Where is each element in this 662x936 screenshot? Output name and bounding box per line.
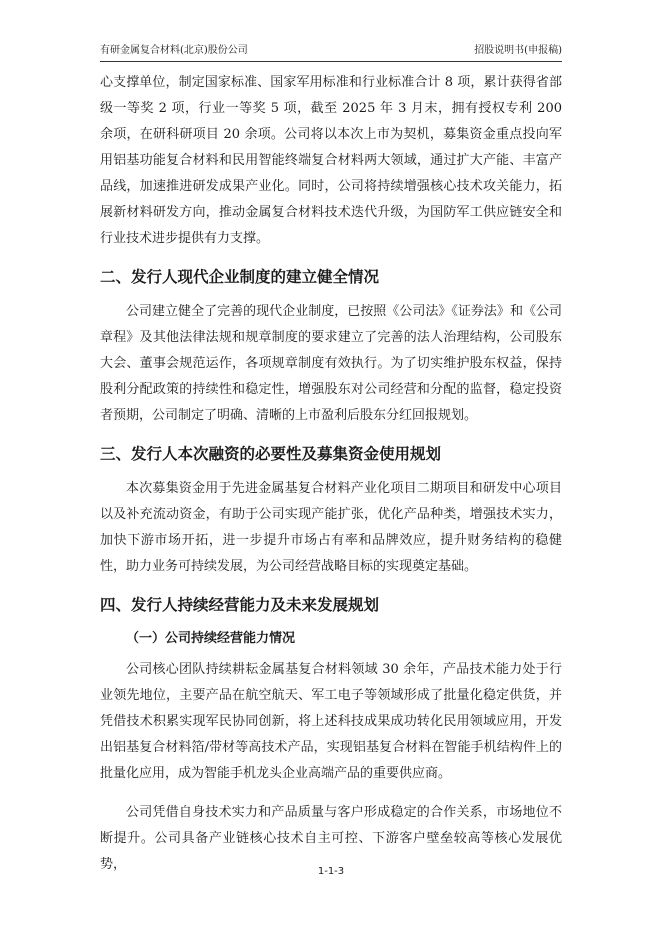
header-document-type: 招股说明书(申报稿) <box>474 45 562 56</box>
section-4-title: 四、发行人持续经营能力及未来发展规划 <box>100 596 380 614</box>
section-3-title: 三、发行人本次融资的必要性及募集资金使用规划 <box>100 445 442 463</box>
subsection-4-1-paragraph-1: 公司核心团队持续耕耘金属基复合材料领域 30 余年，产品技术能力处于行业领先地位，主要产品在航空航天、军工电子等领域形成了批量化稳定供货，并凭借技术积累实现军民协同创新，将上述科技成果成功转化民用领域应用，开发出铝基复合材料箔/带材等高技术产品，实现铝基复合材料在智能手机结构件上的批量化应用，成为智能手机龙头企业高端产品的重要供应商。 <box>100 662 562 781</box>
section-2-paragraph: 公司建立健全了完善的现代企业制度，已按照《公司法》《证券法》和《公司章程》及其他法律法规和规章制度的要求建立了完善的法人治理结构，公司股东大会、董事会规范运作，各项规章制度有效执行。为了切实维护股东权益，保持股利分配政策的持续性和稳定性，增强股东对公司经营和分配的监督，稳定投资者预期，公司制定了明确、清晰的上市盈利后股东分红回报规划。 <box>100 304 562 423</box>
section-2-title: 二、发行人现代企业制度的建立健全情况 <box>100 268 380 286</box>
header-company-name: 有研金属复合材料(北京)股份公司 <box>100 45 248 56</box>
page-number: 1-1-3 <box>317 866 345 877</box>
subsection-4-1-paragraph-2: 公司凭借自身技术实力和产品质量与客户形成稳定的合作关系，市场地位不断提升。公司具备产业链核心技术自主可控、下游客户壁垒较高等核心发展优势， <box>100 805 562 872</box>
page-header <box>100 44 562 62</box>
document-body <box>100 70 562 891</box>
section-3-paragraph: 本次募集资金用于先进金属基复合材料产业化项目二期项目和研发中心项目以及补充流动资金，有助于公司实现产能扩张，优化产品种类，增强技术实力，加快下游市场开拓，进一步提升市场占有率和品牌效应，提升财务结构的稳健性，助力业务可持续发展，为公司经营战略目标的实现奠定基础。 <box>100 481 562 574</box>
subsection-4-1-title: （一）公司持续经营能力情况 <box>126 631 296 646</box>
intro-paragraph: 心支撑单位，制定国家标准、国家军用标准和行业标准合计 8 项，累计获得省部级一等奖 2 项，行业一等奖 5 项，截至 2025 年 3 月末，拥有授权专利 200 余项，在研科研项目 20 余项。公司将以本次上市为契机，募集资金重点投向军用铝基功能复合材料和民用智能终端复合材料两大领域，通过扩大产能、丰富产品线，加速推进研发成果产业化。同时，公司将持续增强核心技术攻关能力，拓展新材料研发方向，推动金属复合材料技术迭代升级，为国防军工供应链安全和行业技术进步提供有力支撑。 <box>100 75 562 246</box>
